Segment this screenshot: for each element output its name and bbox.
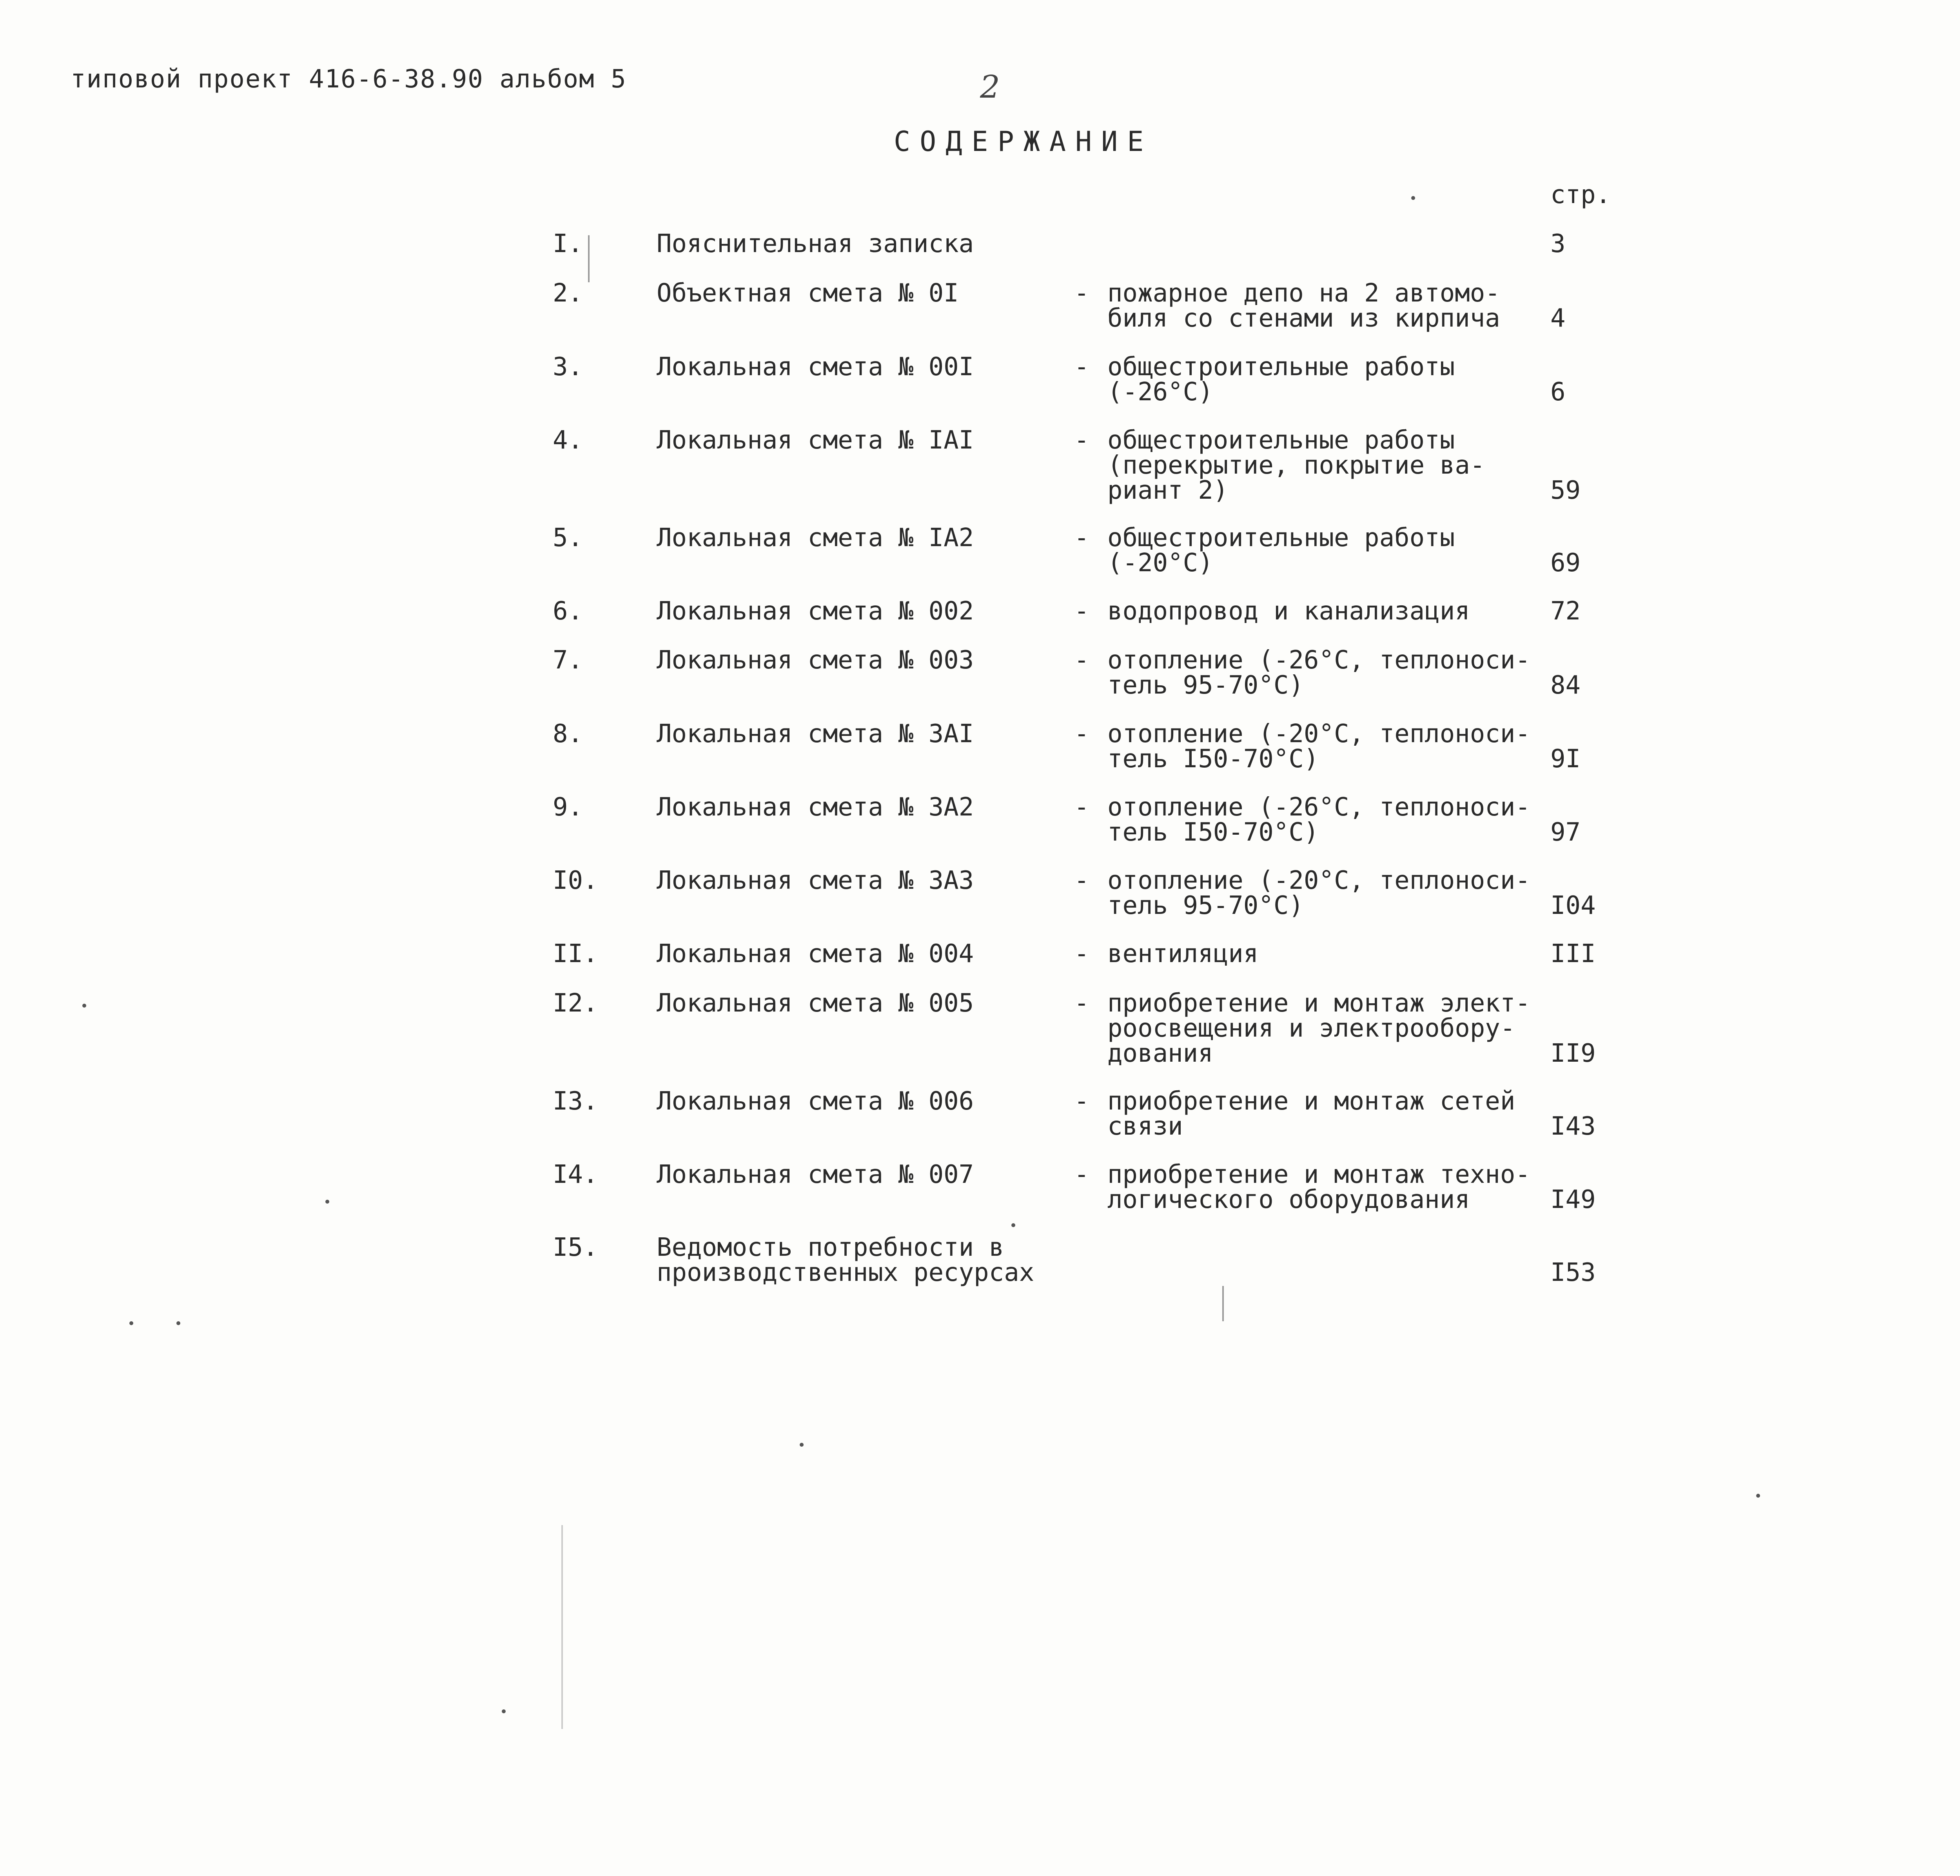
entry-document: Локальная смета № 3A3 (657, 866, 974, 895)
entry-number: 9. (553, 793, 583, 822)
entry-document: Локальная смета № 00I (657, 352, 974, 381)
entry-page: 69 (1550, 548, 1581, 578)
toc-entry (0, 721, 1960, 800)
toc-entry (0, 991, 1960, 1069)
scan-speck (82, 1004, 86, 1008)
entry-document: Локальная смета № 3AI (657, 719, 974, 748)
toc-entry (0, 1162, 1960, 1240)
entry-dash: - (1074, 989, 1089, 1018)
toc-entry (0, 868, 1960, 946)
entry-page: 4 (1550, 304, 1566, 333)
entry-dash: - (1074, 939, 1089, 968)
entry-page: I53 (1550, 1258, 1596, 1287)
entry-number: 3. (553, 352, 583, 381)
entry-number: I3. (553, 1087, 598, 1116)
entry-number: I. (553, 229, 583, 258)
entry-number: 7. (553, 646, 583, 675)
entry-document: Локальная смета № 007 (657, 1160, 974, 1189)
entry-dash: - (1074, 523, 1089, 552)
entry-dash: - (1074, 1087, 1089, 1116)
entry-description: пожарное депо на 2 автомо- биля со стенами из кирпича (1107, 279, 1500, 333)
entry-description: общестроительные работы (-26°С) (1107, 352, 1455, 407)
entry-document: Локальная смета № 005 (657, 989, 974, 1018)
entry-document: Пояснительная записка (657, 229, 974, 258)
scan-speck (176, 1321, 180, 1325)
entry-page: 84 (1550, 671, 1581, 700)
scan-artifact-line (561, 1525, 563, 1729)
entry-description: отопление (-20°С, теплоноси- тель 95-70°С) (1107, 866, 1530, 920)
entry-document: Объектная смета № 0I (657, 279, 959, 308)
entry-description: отопление (-20°С, теплоноси- тель I50-70°С) (1107, 719, 1530, 774)
scan-speck (1011, 1223, 1015, 1227)
entry-page: 3 (1550, 229, 1566, 258)
entry-number: I2. (553, 989, 598, 1018)
entry-dash: - (1074, 866, 1089, 895)
toc-entry (0, 1235, 1960, 1313)
toc-entry (0, 648, 1960, 726)
entry-number: II. (553, 939, 598, 968)
entry-dash: - (1074, 426, 1089, 455)
entry-document: Ведомость потребности в производственных ресурсах (657, 1233, 1034, 1287)
toc-entry (0, 281, 1960, 359)
entry-description: отопление (-26°С, теплоноси- тель 95-70°С) (1107, 646, 1530, 700)
entry-page: 9I (1550, 745, 1581, 774)
entry-dash: - (1074, 1160, 1089, 1189)
toc-entry (0, 428, 1960, 506)
entry-page: 59 (1550, 476, 1581, 505)
scan-speck (1756, 1494, 1760, 1498)
scan-speck (800, 1443, 804, 1447)
entry-description: приобретение и монтаж сетей связи (1107, 1087, 1515, 1141)
entry-number: 4. (553, 426, 583, 455)
entry-number: I4. (553, 1160, 598, 1189)
entry-dash: - (1074, 719, 1089, 748)
scan-speck (502, 1709, 506, 1713)
toc-entry (0, 1089, 1960, 1167)
entry-document: Локальная смета № IA2 (657, 523, 974, 552)
entry-number: I5. (553, 1233, 598, 1262)
entry-document: Локальная смета № 002 (657, 597, 974, 626)
entry-description: приобретение и монтаж элект- роосвещения и электрообору- дования (1107, 989, 1530, 1068)
project-header: типовой проект 416-6-38.90 альбом 5 (71, 65, 627, 94)
page-number: 2 (980, 69, 1000, 105)
toc-title: СОДЕРЖАНИЕ (894, 125, 1153, 158)
entry-number: 5. (553, 523, 583, 552)
page-column-header: стр. (1550, 180, 1611, 209)
entry-dash: - (1074, 279, 1089, 308)
entry-page: III (1550, 939, 1596, 968)
entry-page: 72 (1550, 597, 1581, 626)
entry-number: 8. (553, 719, 583, 748)
entry-page: 6 (1550, 378, 1566, 407)
entry-number: 2. (553, 279, 583, 308)
entry-document: Локальная смета № 3A2 (657, 793, 974, 822)
entry-dash: - (1074, 646, 1089, 675)
entry-dash: - (1074, 597, 1089, 626)
scan-speck (1411, 196, 1415, 200)
toc-entry (0, 795, 1960, 873)
scan-artifact-line (1222, 1286, 1224, 1321)
entry-description: общестроительные работы (перекрытие, покрытие ва- риант 2) (1107, 426, 1485, 505)
entry-description: отопление (-26°С, теплоноси- тель I50-70°С) (1107, 793, 1530, 847)
entry-number: 6. (553, 597, 583, 626)
entry-description: приобретение и монтаж техно- логического оборудования (1107, 1160, 1530, 1214)
entry-document: Локальная смета № IAI (657, 426, 974, 455)
entry-document: Локальная смета № 006 (657, 1087, 974, 1116)
entry-dash: - (1074, 352, 1089, 381)
entry-page: 97 (1550, 818, 1581, 847)
toc-entry (0, 354, 1960, 433)
scan-speck (129, 1321, 133, 1325)
entry-dash: - (1074, 793, 1089, 822)
entry-page: I49 (1550, 1185, 1596, 1214)
scan-speck (325, 1200, 329, 1204)
entry-document: Локальная смета № 004 (657, 939, 974, 968)
entry-description: вентиляция (1107, 939, 1259, 968)
entry-page: I43 (1550, 1112, 1596, 1141)
scan-artifact-line (588, 235, 590, 282)
entry-number: I0. (553, 866, 598, 895)
entry-page: II9 (1550, 1039, 1596, 1068)
toc-entry (0, 525, 1960, 604)
entry-page: I04 (1550, 891, 1596, 920)
entry-description: общестроительные работы (-20°С) (1107, 523, 1455, 578)
entry-description: водопровод и канализация (1107, 597, 1470, 626)
entry-document: Локальная смета № 003 (657, 646, 974, 675)
